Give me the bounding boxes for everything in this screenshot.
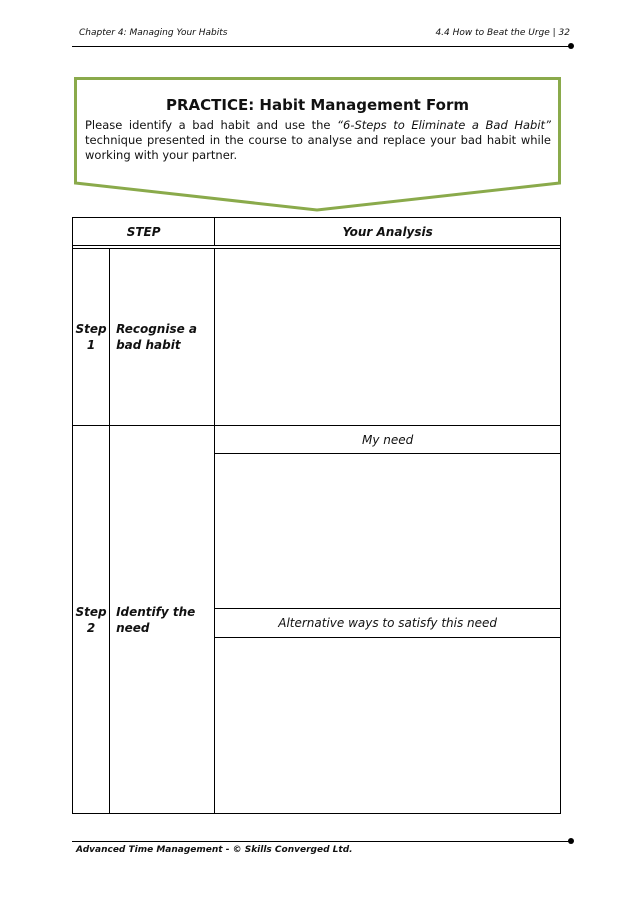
banner-text-start: Please identify a bad habit and use the [85, 118, 338, 132]
table-header-row [73, 218, 561, 246]
banner-text-technique: “6-Steps to Eliminate a Bad Habit” [337, 118, 551, 132]
footer-rule [72, 841, 570, 842]
footer-rule-dot [568, 838, 574, 844]
banner-text-end: technique presented in the course to analyse and replace your bad habit while working with your partner. [85, 133, 551, 162]
step-1-name: Recognise a bad habit [110, 249, 215, 426]
step-column-header: STEP [73, 218, 215, 246]
header-rule-dot [568, 43, 574, 49]
header-rule [72, 46, 570, 47]
my-need-field[interactable] [215, 454, 561, 609]
step-1-row [73, 249, 561, 426]
alternatives-label: Alternative ways to satisfy this need [215, 609, 561, 638]
step-2-number: Step 2 [73, 426, 110, 814]
my-need-label: My need [215, 426, 561, 454]
section-header: 4.4 How to Beat the Urge | 32 [435, 28, 570, 38]
step-1-analysis-field[interactable] [215, 249, 561, 426]
banner-title: PRACTICE: Habit Management Form [165, 96, 469, 114]
footer-copyright: Advanced Time Management - © Skills Converged Ltd. [76, 845, 353, 855]
banner-instructions [85, 118, 551, 163]
alternatives-field[interactable] [215, 638, 561, 814]
step-2-row-my-need [73, 426, 561, 454]
step-1-number: Step 1 [73, 249, 110, 426]
habit-management-table [72, 217, 561, 814]
chapter-header: Chapter 4: Managing Your Habits [79, 28, 228, 38]
step-2-name: Identify the need [110, 426, 215, 814]
analysis-column-header: Your Analysis [215, 218, 561, 246]
practice-banner [74, 77, 561, 212]
